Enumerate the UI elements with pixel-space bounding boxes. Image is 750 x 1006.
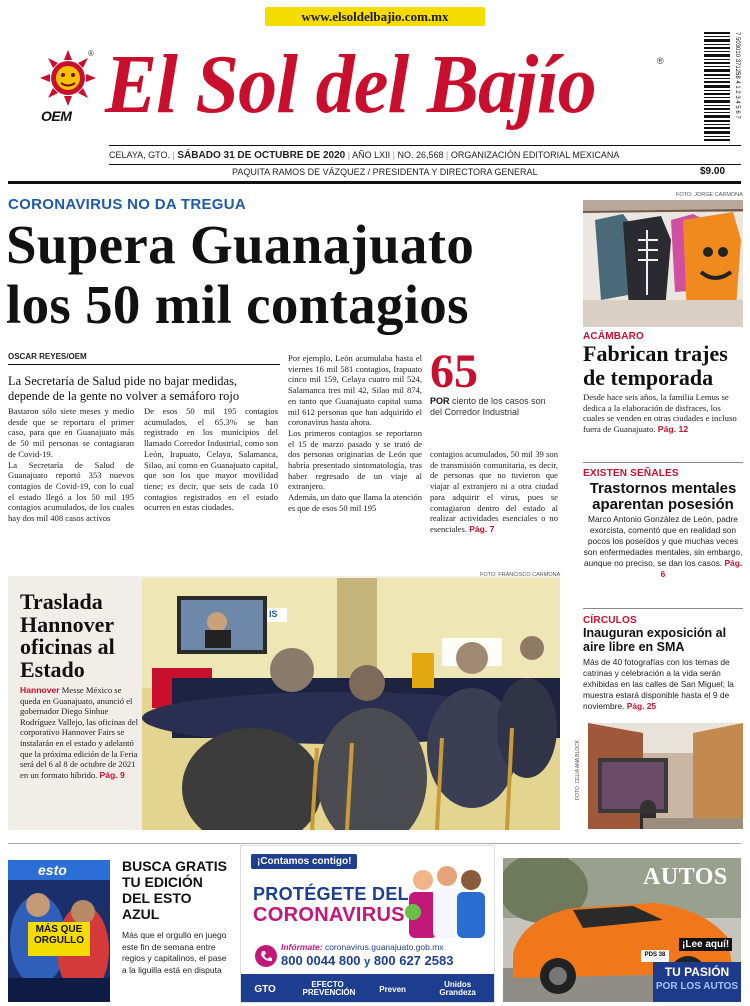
esto-cover-tag: MÁS QUE ORGULLO bbox=[34, 924, 84, 946]
dateline-rule-mid bbox=[109, 164, 741, 165]
lead-col-2: De esos 50 mil 195 contagios acumulados, el 65.3% se han registrado en los municipios del llamado Corredor Industrial, como son León, Irapuato, Celaya, Salamanca, Silao, así como en Guanajuato capital, que son los que mayor movilidad tiene; es decir, que seis de cada 10 contagios registrados en el estado ocurren en estas ciudades. bbox=[144, 406, 278, 513]
lead-stat-label bbox=[430, 396, 555, 418]
masthead-title[interactable]: El Sol del Bajío bbox=[105, 38, 596, 131]
lead-headline-2[interactable]: los 50 mil contagios bbox=[6, 274, 469, 335]
autos-cta[interactable]: ¡Lee aquí! bbox=[679, 938, 732, 951]
feature-lead-word: Hannover bbox=[20, 685, 60, 695]
sidebar-rule-2 bbox=[583, 608, 743, 609]
lead-stat-label-bold: POR bbox=[430, 396, 450, 406]
sidebar-story2-body bbox=[583, 514, 743, 580]
dateline-org: ORGANIZACIÓN EDITORIAL MEXICANA bbox=[450, 150, 620, 160]
feature-photo-credit: FOTO: FRANCISCO CARMONA bbox=[480, 572, 561, 578]
dateline-rule-bottom bbox=[8, 181, 741, 184]
corona-ad-top: ¡Contamos contigo! bbox=[251, 854, 357, 869]
sidebar-story2-headline[interactable]: Trastornos mentales aparentan posesión bbox=[589, 480, 737, 513]
corona-ad-sponsor-4: Unidos Grandeza bbox=[439, 980, 476, 997]
masthead-url-bar[interactable] bbox=[265, 7, 485, 26]
feature-headline[interactable]: Traslada Hannover oficinas al Estado bbox=[20, 589, 115, 682]
lead-col-4-ref[interactable]: Pág. 7 bbox=[469, 523, 495, 534]
masthead-url: www.elsoldelbajio.com.mx bbox=[301, 8, 449, 24]
autos-tag-2: POR LOS AUTOS bbox=[655, 981, 739, 992]
dateline: CELAYA, GTO. | SÁBADO 31 DE OCTUBRE DE 2020 | AÑO LXII | NO. 26,568 | ORGANIZACIÓN EDITORIAL MEXICANA bbox=[109, 150, 620, 161]
corona-ad-line1: PROTÉGETE DEL bbox=[253, 884, 409, 904]
barcode-digits: 7 503010 371258 4 1 2 3 4 5 6 7 bbox=[734, 32, 740, 119]
corona-ad-phones bbox=[281, 953, 453, 968]
esto-headline[interactable]: BUSCA GRATIS TU EDICIÓN DEL ESTO AZUL bbox=[122, 858, 227, 922]
corona-ad-phone-a[interactable]: 800 0044 800 bbox=[281, 953, 361, 968]
corona-ad-info bbox=[281, 942, 444, 952]
dateline-price: $9.00 bbox=[700, 166, 726, 177]
corona-ad-info-label: Infórmate: bbox=[281, 942, 323, 952]
lead-col-4 bbox=[430, 449, 558, 549]
autos-promo[interactable] bbox=[503, 858, 741, 1002]
feature-body bbox=[20, 685, 138, 780]
sidebar-story2-text: Marco Antonio González de León, padre exorcista, comentó que en realidad son pocos los poseídos y que muchas veces son enfermedades mentales, sin embargo, aunque no preciso, se dan los casos. bbox=[583, 514, 743, 568]
feature-text: Messe México se queda en Guanajuato, anunció el gobernador Diego Sinhue Rodríguez Vallejo, las oficinas del corporativo Hannover Fairs se instalarán en el estado y adelantó que la próxima edición de la Feria será del 6 al 8 de octubre de 2021 en un formato híbrido. bbox=[20, 685, 138, 780]
barcode bbox=[700, 30, 740, 146]
dateline-director: PAQUITA RAMOS DE VÁZQUEZ / PRESIDENTA Y DIRECTORA GENERAL bbox=[232, 167, 538, 177]
esto-cover-logo: esto bbox=[38, 862, 67, 878]
registered-mark-right: ® bbox=[657, 56, 664, 66]
feature-ref[interactable]: Pág. 9 bbox=[99, 769, 125, 780]
sidebar-story3-text: Más de 40 fotografías con los temas de catrinas y celebración a la vida serán exhibidas en las calles de San Miguel; la muestra estará disponible hasta el 9 de noviembre. bbox=[583, 657, 734, 711]
section-rule-bottom bbox=[8, 843, 741, 844]
autos-plate: PDS 38 bbox=[644, 952, 666, 958]
corona-ad-phone-b[interactable]: 800 627 2583 bbox=[373, 953, 454, 968]
phone-icon bbox=[255, 945, 277, 967]
dateline-year: AÑO LXII bbox=[352, 150, 391, 160]
sidebar-story1-headline[interactable]: Fabrican trajes de temporada bbox=[583, 341, 728, 390]
costume-photo-icon bbox=[583, 200, 743, 327]
hannover-screen-logo: IS bbox=[269, 609, 278, 619]
costume-photo bbox=[583, 200, 743, 327]
lead-deck: La Secretaría de Salud pide no bajar medidas, depende de la gente no volver a semáforo rojo bbox=[8, 374, 240, 403]
lead-col-4-text: contagios acumulados, 50 mil 39 son de transmisión comunitaria, es decir, de personas que no tuvieron que viajar al extranjero ni a otra ciudad para adquirir el virus, pues se contagiaron dentro del estado al realizar actividades esenciales o no esenciales. bbox=[430, 449, 558, 534]
lead-byline-rule bbox=[8, 364, 280, 365]
sidebar-story3-ref[interactable]: Pág. 25 bbox=[626, 701, 657, 711]
exhibit-photo-icon bbox=[588, 723, 743, 829]
sidebar-story2-kicker: EXISTEN SEÑALES bbox=[583, 468, 679, 479]
corona-ad[interactable] bbox=[240, 845, 495, 1003]
dateline-date: SÁBADO 31 DE OCTUBRE DE 2020 bbox=[177, 150, 346, 161]
lead-stat-box bbox=[430, 345, 555, 422]
doctors-icon bbox=[401, 862, 491, 938]
lead-col-3: Por ejemplo, León acumulaba hasta el viernes 16 mil 581 contagios, Irapuato cinco mil 159, Celaya cuatro mil 524, Salamanca tres mil 42, Silao mil 874, en tanto que Guanajuato capital suma mil 612 personas que han adquirido el coronavirus hasta ahora. Los primeros contagios se reportaron el 15 de marzo pasado y se trató de dos personas originarias de León que habría presentado sintomatología, tras haber regresado de un viaje al extranjero. Además, un dato que llama la atención es que de esos 50 mil 195 bbox=[288, 353, 422, 513]
autos-tag-1: TU PASIÓN bbox=[664, 965, 730, 979]
exhibit-photo bbox=[588, 723, 743, 829]
sidebar-story3-body bbox=[583, 657, 743, 712]
sidebar-story1-body bbox=[583, 392, 743, 434]
dateline-city: CELAYA, GTO. bbox=[109, 150, 171, 160]
corona-ad-info-url[interactable]: coronavirus.guanajuato.gob.mx bbox=[324, 942, 444, 952]
sidebar-story2-ref[interactable]: Pág. 6 bbox=[660, 558, 743, 579]
oem-sun-logo bbox=[38, 46, 98, 126]
lead-stat-number: 65 bbox=[430, 345, 478, 398]
sidebar-story3-kicker: CÍRCULOS bbox=[583, 615, 637, 626]
lead-kicker: CORONAVIRUS NO DA TREGUA bbox=[8, 196, 247, 213]
sidebar-story1-kicker: ACÁMBARO bbox=[583, 331, 645, 342]
sidebar-story1-ref[interactable]: Pág. 12 bbox=[657, 423, 689, 434]
hannover-photo bbox=[142, 578, 560, 830]
esto-cover[interactable] bbox=[8, 860, 110, 1002]
oem-label: OEM bbox=[41, 108, 72, 124]
lead-headline-1[interactable]: Supera Guanajuato bbox=[6, 214, 475, 275]
lead-col-1: Bastaron sólo siete meses y medio desde que se reportara el primer caso, para que en Guanajuato más de 50 mil personas se contagiaran de Covid-19. La Secretaría de Salud de Guanajuato reportó 353 nuevos contagios de Covid-19, con lo cual el estado llegó a los 50 mil 195 contagios acumulados, de los cuales hay dos mil 408 casos activos bbox=[8, 406, 134, 524]
sidebar-story1-text: Desde hace seis años, la familia Lemus se dedica a la elaboración de disfraces, los cuales se venden en otras ciudades e incluso fuera de Guanajuato. bbox=[583, 392, 737, 434]
dateline-number: NO. 26,568 bbox=[397, 150, 444, 160]
hannover-photo-icon bbox=[142, 578, 560, 830]
dateline-rule-top bbox=[109, 145, 741, 146]
corona-ad-sponsor-bar bbox=[241, 974, 495, 1003]
corona-ad-sponsor-1: GTO bbox=[254, 983, 276, 995]
sidebar-story3-headline[interactable]: Inauguran exposición al aire libre en SMA bbox=[583, 626, 727, 654]
autos-brand: AUTOS bbox=[643, 864, 728, 890]
lead-byline: OSCAR REYES/OEM bbox=[8, 352, 87, 361]
registered-mark-left: ® bbox=[88, 49, 94, 58]
sidebar-rule-1 bbox=[583, 462, 743, 463]
sidebar-photo-credit: FOTO: JORGE CARMONA bbox=[676, 192, 743, 198]
lead-stat-label-text: ciento de los casos son del Corredor Industrial bbox=[430, 396, 546, 417]
esto-text: Más que el orgullo en juego este fin de semana entre regios y capitalinos, el pase a la liguilla está en disputa bbox=[122, 930, 227, 975]
exhibit-photo-credit: FOTO: CELIA ANA BLOCK bbox=[575, 739, 581, 800]
corona-ad-sponsor-2: EFECTO PREVENCIÓN bbox=[302, 980, 356, 997]
corona-ad-line2: CORONAVIRUS bbox=[253, 904, 405, 926]
corona-ad-sponsor-3: Preven bbox=[379, 984, 406, 994]
corona-ad-phone-join: y bbox=[364, 956, 371, 968]
